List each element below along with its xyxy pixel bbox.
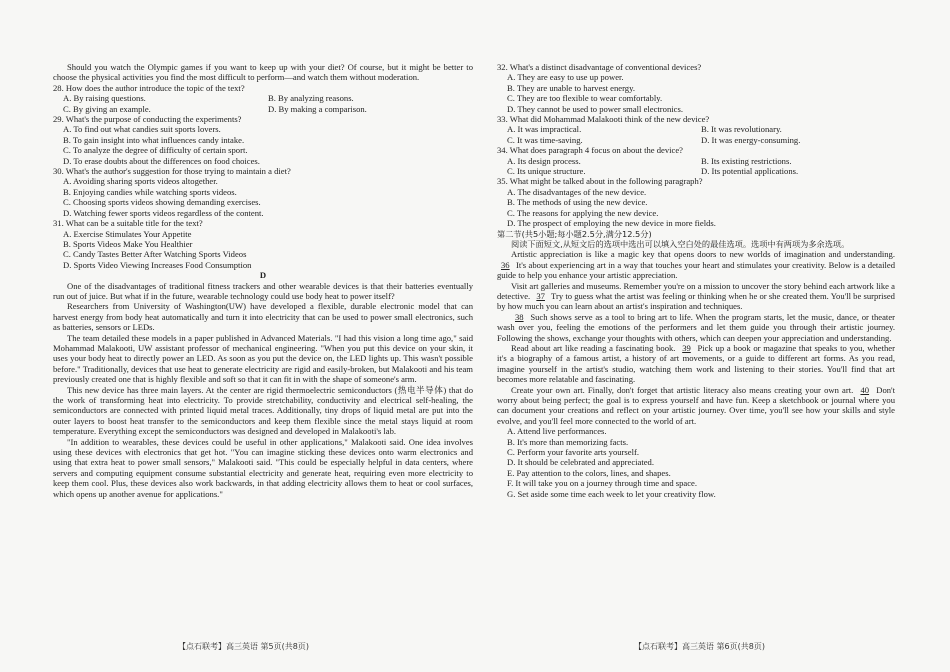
question-33: 33. What did Mohammad Malakooti think of the new device?	[497, 114, 710, 125]
cloze-p2-text-b: Try to guess what the artist was feeling or thinking when he or she created them. You'll be surprised by how much you can learn about an artist's inspiration and techniques.	[497, 290, 895, 312]
question-34-options-row2	[497, 166, 895, 176]
cloze-p1-text-b: It's about experiencing art in a way that touches your heart and stimulates your creativity. Below is a detailed guide to help you enhance your artistic appreciation.	[497, 259, 895, 281]
cloze-p5-text-a: Create your own art. Finally, don't forget that artistic literacy also means creating your own art.	[511, 384, 854, 395]
option-31a: A. Exercise Stimulates Your Appetite	[63, 228, 192, 239]
option-28b: B. By analyzing reasons.	[268, 93, 354, 104]
cloze-paragraph-1	[497, 249, 895, 280]
option-35b: B. The methods of using the new device.	[507, 197, 648, 208]
cloze-paragraph-3	[497, 312, 895, 343]
cloze-p4-text-a: Read about art like reading a fascinating book.	[511, 342, 676, 353]
option-33c: C. It was time-saving.	[507, 134, 583, 145]
cloze-p5-text-b: Don't worry about being perfect; the goal is to express yourself and have fun. Keep a sketchbook or journal where you can document your creations and reflect on your artistic journey. Over time, you'll see how your skills and style evolve, and you'll feel more connected to the world of art.	[497, 384, 895, 426]
option-33b: B. It was revolutionary.	[701, 124, 782, 135]
cloze-option-c: C. Perform your favorite arts yourself.	[507, 447, 639, 458]
option-35c: C. The reasons for applying the new device.	[507, 207, 659, 218]
left-column	[53, 62, 473, 499]
cloze-option-d: D. It should be celebrated and appreciated.	[507, 457, 654, 468]
option-32a: A. They are easy to use up power.	[507, 72, 624, 83]
question-35: 35. What might be talked about in the following paragraph?	[497, 176, 703, 187]
question-29: 29. What's the purpose of conducting the experiments?	[53, 114, 242, 125]
option-29d: D. To erase doubts about the differences on food choices.	[63, 155, 260, 166]
option-33d: D. It was energy-consuming.	[701, 134, 801, 145]
option-30a: A. Avoiding sharing sports videos altogether.	[63, 176, 218, 187]
passage-c-conclusion: Should you watch the Olympic games if you want to keep up with your diet? Of course, but it might be better to choose the physical activities you find the most difficult to perform—and watch them without moderation.	[53, 62, 473, 83]
option-28d: D. By making a comparison.	[268, 103, 367, 114]
option-30b: B. Enjoying candies while watching sports videos.	[63, 186, 237, 197]
cloze-option-a: A. Attend live performances.	[507, 426, 607, 437]
question-33-options-row2	[497, 135, 895, 145]
question-28-options-row2	[53, 104, 473, 114]
question-32: 32. What's a distinct disadvantage of conventional devices?	[497, 62, 702, 72]
question-30: 30. What's the author's suggestion for those trying to maintain a diet?	[53, 166, 291, 177]
cloze-option-g: G. Set aside some time each week to let your creativity flow.	[507, 488, 716, 499]
cloze-option-e: E. Pay attention to the colors, lines, and shapes.	[507, 467, 671, 478]
right-column	[497, 62, 895, 499]
question-28: 28. How does the author introduce the topic of the text?	[53, 82, 245, 93]
blank-36[interactable]: 36	[501, 259, 510, 270]
option-31d: D. Sports Video Viewing Increases Food Consumption	[63, 259, 252, 270]
option-33a: A. It was impractical.	[507, 124, 582, 135]
option-29c: C. To analyze the degree of difficulty of certain sport.	[63, 145, 248, 156]
option-34b: B. Its existing restrictions.	[701, 155, 792, 166]
passage-d-paragraph-3: The team detailed these models in a paper published in Advanced Materials. "I had this vision a long time ago," said Mohammad Malakooti, UW assistant professor of mechanical engineering. "When you put this device on your skin, it uses your body heat to directly power an LED. As soon as you put the device on, the LED lights up. This wasn't possible before." Traditionally, devices that use heat to generate electricity are rigid and easily-broken, but Malakooti and his team previously created one that is highly flexible and soft so that it can fit in with the shape of someone's arm.	[53, 332, 473, 385]
option-35a: A. The disadvantages of the new device.	[507, 186, 647, 197]
option-32d: D. They cannot be used to power small electronics.	[507, 103, 683, 114]
passage-d-paragraph-4: This new device has three main layers. At the center are rigid thermoelectric semiconductors (热电半导体) that do the work of transforming heat into electricity. To provide stretchability, conductivity and electrical self-healing, the semiconductors are connected with printed liquid metal traces. Additionally, tiny drops of liquid metal are put into the outer layers to boost heat transfer to the semiconductors and keep them flexible since the metal stays liquid at room temperature. Everything except the semiconductors was designed and developed in Malakooti's lab.	[53, 384, 473, 437]
option-31c: C. Candy Tastes Better After Watching Sports Videos	[63, 249, 247, 260]
question-34-options-row1	[497, 156, 895, 166]
option-32c: C. They are too flexible to wear comfortably.	[507, 93, 663, 104]
option-34c: C. Its unique structure.	[507, 166, 586, 177]
question-31: 31. What can be a suitable title for the text?	[53, 218, 203, 229]
cloze-option-f: F. It will take you on a journey through time and space.	[507, 478, 698, 489]
option-30c: C. Choosing sports videos showing demanding exercises.	[63, 197, 261, 208]
cloze-option-b: B. It's more than memorizing facts.	[507, 436, 629, 447]
blank-39[interactable]: 39	[682, 342, 691, 353]
passage-d-paragraph-2: Researchers from University of Washington(UW) have developed a flexible, durable electronic model that can harvest energy from body heat automatically and turn it into electricity that can be used to power small electronics, such as batteries, sensors or LEDs.	[53, 301, 473, 333]
option-31b: B. Sports Videos Make You Healthier	[63, 238, 193, 249]
section-2-heading: 第二节(共5小题;每小题2.5分,满分12.5分)	[497, 228, 652, 239]
section-2-instructions: 阅读下面短文,从短文后的选项中选出可以填入空白处的最佳选项。选项中有两项为多余选项。	[511, 238, 850, 249]
passage-d-paragraph-1: One of the disadvantages of traditional fitness trackers and other wearable devices is that their batteries eventually run out of juice. But what if in the future, wearable technology could use body heat to power itself?	[53, 280, 473, 301]
passage-d-paragraph-5: "In addition to wearables, these devices could be useful in other applications," Malakooti said. One idea involves using these devices with electronics that get hot. "You can imagine sticking these devices onto warm electronics and using that extra heat to power small sensors," Malakooti said. "This could be especially helpful in data centers, where servers and computing equipment consume substantial electricity and generate heat, requiring even more electricity to keep them cool. Plus, these devices also work backwards, in that adding electricity allows them to heat or cool surfaces, which opens up another avenue for applications."	[53, 436, 473, 499]
option-29a: A. To find out what candies suit sports lovers.	[63, 124, 221, 135]
blank-38[interactable]: 38	[515, 311, 524, 322]
blank-40[interactable]: 40	[860, 384, 870, 395]
question-34: 34. What does paragraph 4 focus on about the device?	[497, 145, 683, 156]
option-32b: B. They are unable to harvest energy.	[507, 82, 635, 93]
question-28-options-row1	[53, 93, 473, 103]
question-33-options-row1	[497, 124, 895, 134]
page-footer-right: 【点石联考】高三英语 第6页(共8页)	[634, 642, 765, 651]
option-29b: B. To gain insight into what influences candy intake.	[63, 134, 245, 145]
cloze-paragraph-5	[497, 385, 895, 427]
option-30d: D. Watching fewer sports videos regardless of the content.	[63, 207, 264, 218]
option-28c: C. By giving an example.	[63, 103, 151, 114]
cloze-p2-text-a: Visit art galleries and museums. Remember you're on a mission to uncover the story behind each artwork like a detective.	[497, 280, 895, 301]
cloze-p1-text-a: Artistic appreciation is like a magic key that opens doors to new worlds of imagination and understanding.	[511, 249, 895, 260]
cloze-p4-text-b: Pick up a book or magazine that speaks to you, whether it's a biography of a famous artist, a history of art movements, or a guide to different art forms. As you read, imagine yourself in the artist's studio, watching them work and listening to their stories. You'll find that art becomes more relatable and fascinating.	[497, 342, 895, 385]
cloze-paragraph-4	[497, 343, 895, 385]
blank-37[interactable]: 37	[536, 290, 545, 301]
cloze-p3-text: Such shows serve as a tool to bring art to life. When the program starts, let the music, dance, or theater wash over you, feeling the emotions of the performers and let them guide you through their artistic journey. Following the shows, exchange your thoughts with others, which can deepen your appreciation and understanding.	[497, 311, 895, 343]
cloze-paragraph-2	[497, 281, 895, 312]
option-28a: A. By raising questions.	[63, 93, 146, 104]
section-d-heading: D	[259, 270, 267, 281]
option-34d: D. Its potential applications.	[701, 166, 799, 177]
option-35d: D. The prospect of employing the new device in more fields.	[507, 218, 716, 229]
page-footer-left: 【点石联考】高三英语 第5页(共8页)	[178, 642, 309, 651]
option-34a: A. Its design process.	[507, 155, 581, 166]
